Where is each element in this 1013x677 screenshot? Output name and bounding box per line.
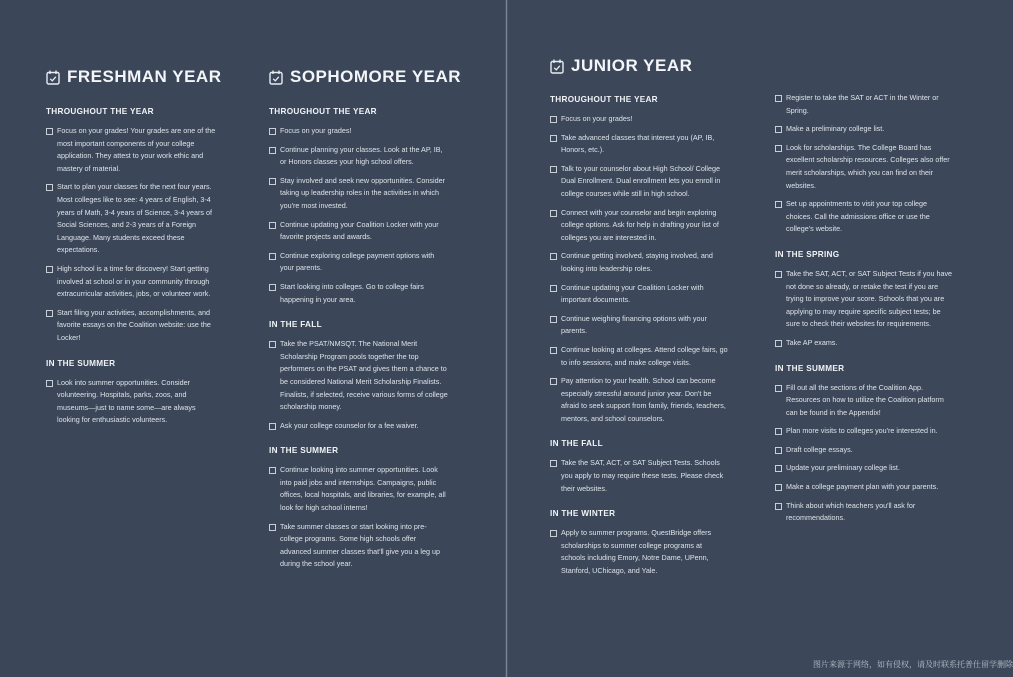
checklist-item: Update your preliminary college list. — [775, 462, 953, 475]
junior-right-sections — [775, 92, 953, 525]
checklist-item: Start looking into colleges. Go to college fairs happening in your area. — [269, 281, 449, 306]
junior-title-text: JUNIOR YEAR — [571, 56, 693, 75]
checklist-item: Continue looking into summer opportunities. Look into paid jobs and internships. Campaigns, public offices, local hospitals, and libraries, for example, all look for high school interns! — [269, 464, 449, 514]
checklist-item: Think about which teachers you'll ask for recommendations. — [775, 500, 953, 525]
freshman-sections — [46, 107, 216, 427]
checklist-item: Continue getting involved, staying involved, and looking into leadership roles. — [550, 250, 728, 275]
section-heading: IN THE SUMMER — [269, 446, 339, 456]
checklist-section — [269, 446, 449, 571]
checklist-item: Continue planning your classes. Look at the AP, IB, or Honors classes your high school offers. — [269, 144, 449, 169]
sophomore-title — [269, 67, 462, 87]
checklist-section — [269, 320, 449, 432]
section-heading: IN THE SUMMER — [46, 358, 116, 368]
checklist-item: Continue exploring college payment options with your parents. — [269, 250, 449, 275]
junior-left-sections — [550, 95, 728, 578]
checklist-item: Focus on your grades! — [550, 113, 728, 126]
freshman-title — [46, 67, 222, 87]
checklist-section — [46, 359, 216, 427]
checklist — [550, 457, 728, 495]
checklist-item: Plan more visits to colleges you're interested in. — [775, 425, 953, 438]
checklist-item: Look into summer opportunities. Consider volunteering. Hospitals, parks, zoos, and museums—just to name some—are always looking for enthusiastic volunteers. — [46, 377, 216, 427]
checklist — [46, 377, 216, 427]
checklist-item: Continue looking at colleges. Attend college fairs, go to info sessions, and make college visits. — [550, 344, 728, 369]
junior-title — [550, 56, 728, 76]
section-heading: THROUGHOUT THE YEAR — [46, 107, 154, 116]
checklist — [775, 92, 953, 236]
checklist-section — [550, 439, 728, 495]
calendar-check-icon — [550, 59, 564, 74]
checklist-item: Make a college payment plan with your parents. — [775, 481, 953, 494]
checklist-item: Set up appointments to visit your top college choices. Call the admissions office or use the college's website. — [775, 198, 953, 236]
checklist-item: Continue weighing financing options with your parents. — [550, 313, 728, 338]
checklist-item: Take the SAT, ACT, or SAT Subject Tests if you have not done so already, or retake the test if you are trying to improve your score. Schools that you are applying to may require specific subject tests; be sure to check their websites for requirements. — [775, 268, 953, 331]
checklist-section — [269, 107, 449, 306]
checklist-item: Stay involved and seek new opportunities. Consider taking up leadership roles in the activities in which you're most invested. — [269, 175, 449, 213]
checklist-item: Fill out all the sections of the Coalition App. Resources on how to utilize the Coalition platform can be found in the Appendix! — [775, 382, 953, 420]
checklist-item: Take AP exams. — [775, 337, 953, 350]
checklist-item: Talk to your counselor about High School/ College Dual Enrollment. Dual enrollment lets you enroll in college courses while still in high school. — [550, 163, 728, 201]
checklist-item: Focus on your grades! — [269, 125, 449, 138]
checklist-section — [550, 95, 728, 425]
checklist-item: Take advanced classes that interest you (AP, IB, Honors, etc.). — [550, 132, 728, 157]
checklist-item: Look for scholarships. The College Board has excellent scholarship resources. Colleges also offer merit scholarships, which you can find on their websites. — [775, 142, 953, 192]
checklist-item: Connect with your counselor and begin exploring college options. Ask for help in drafting your list of colleges you are interested in. — [550, 207, 728, 245]
book-spine — [505, 0, 508, 677]
junior-right-column — [775, 92, 953, 539]
section-heading: IN THE SPRING — [775, 249, 840, 259]
calendar-check-icon — [46, 70, 60, 85]
section-heading: IN THE FALL — [269, 320, 322, 330]
checklist-item: Make a preliminary college list. — [775, 123, 953, 136]
checklist — [269, 338, 449, 432]
checklist-item: Start to plan your classes for the next four years. Most colleges like to see: 4 years of English, 3-4 years of Math, 3-4 years of Science, 3-4 years of Social Sciences, and 2-3 years of a Foreign Language. Many students exceed these expectations. — [46, 181, 216, 257]
junior-left-column — [550, 56, 728, 592]
freshman-title-text: FRESHMAN YEAR — [67, 67, 222, 86]
sophomore-title-text: SOPHOMORE YEAR — [290, 67, 462, 86]
checklist — [269, 125, 449, 306]
checklist-item: Continue updating your Coalition Locker with your favorite projects and awards. — [269, 219, 449, 244]
checklist-item: Focus on your grades! Your grades are one of the most important components of your college application. They attest to your work ethic and mastery of material. — [46, 125, 216, 175]
section-heading: THROUGHOUT THE YEAR — [550, 95, 658, 104]
checklist-section — [775, 250, 953, 350]
checklist-item: Apply to summer programs. QuestBridge offers scholarships to summer college programs at schools including Emory, Notre Dame, UPenn, Stanford, UChicago, and Yale. — [550, 527, 728, 577]
freshman-column — [46, 67, 222, 441]
section-heading: IN THE FALL — [550, 439, 603, 449]
checklist — [269, 464, 449, 571]
checklist-item: Start filing your activities, accomplishments, and favorite essays on the Coalition website: use the Locker! — [46, 307, 216, 345]
checklist — [775, 268, 953, 350]
checklist-item: Register to take the SAT or ACT in the Winter or Spring. — [775, 92, 953, 117]
checklist — [775, 382, 953, 525]
section-heading: THROUGHOUT THE YEAR — [269, 107, 377, 116]
section-heading: IN THE SUMMER — [775, 363, 845, 373]
checklist — [46, 125, 216, 345]
checklist-item: Draft college essays. — [775, 444, 953, 457]
checklist — [550, 113, 728, 425]
checklist-section — [550, 509, 728, 577]
checklist-item: Take the PSAT/NMSQT. The National Merit Scholarship Program pools together the top performers on the PSAT and gives them a chance to be considered National Merit Scholarship Finalists. Finalists, if selected, receive various forms of college scholarship money. — [269, 338, 449, 414]
checklist-item: Pay attention to your health. School can become especially stressful around junior year. Don't be afraid to seek support from family, friends, teachers, mentors, and school counselors. — [550, 375, 728, 425]
checklist — [550, 527, 728, 577]
checklist-item: Continue updating your Coalition Locker with important documents. — [550, 282, 728, 307]
checklist-section — [775, 364, 953, 525]
section-heading: IN THE WINTER — [550, 509, 616, 519]
watermark-text: 图片来源于网络，如有侵权，请及时联系托普仕留学删除 — [813, 660, 1013, 669]
checklist-item: Take the SAT, ACT, or SAT Subject Tests. Schools you apply to may require these tests. Please check their websites. — [550, 457, 728, 495]
calendar-check-icon — [269, 70, 283, 85]
checklist-item: Ask your college counselor for a fee waiver. — [269, 420, 449, 433]
sophomore-sections — [269, 107, 449, 571]
checklist-item: Take summer classes or start looking into pre-college programs. Some high schools offer advanced summer classes that'll give you a leg up during the school year. — [269, 521, 449, 571]
checklist-item: High school is a time for discovery! Start getting involved at school or in your community through extracurricular activities, jobs, or volunteer work. — [46, 263, 216, 301]
checklist-section — [775, 92, 953, 236]
checklist-section — [46, 107, 216, 345]
sophomore-column — [269, 67, 462, 585]
